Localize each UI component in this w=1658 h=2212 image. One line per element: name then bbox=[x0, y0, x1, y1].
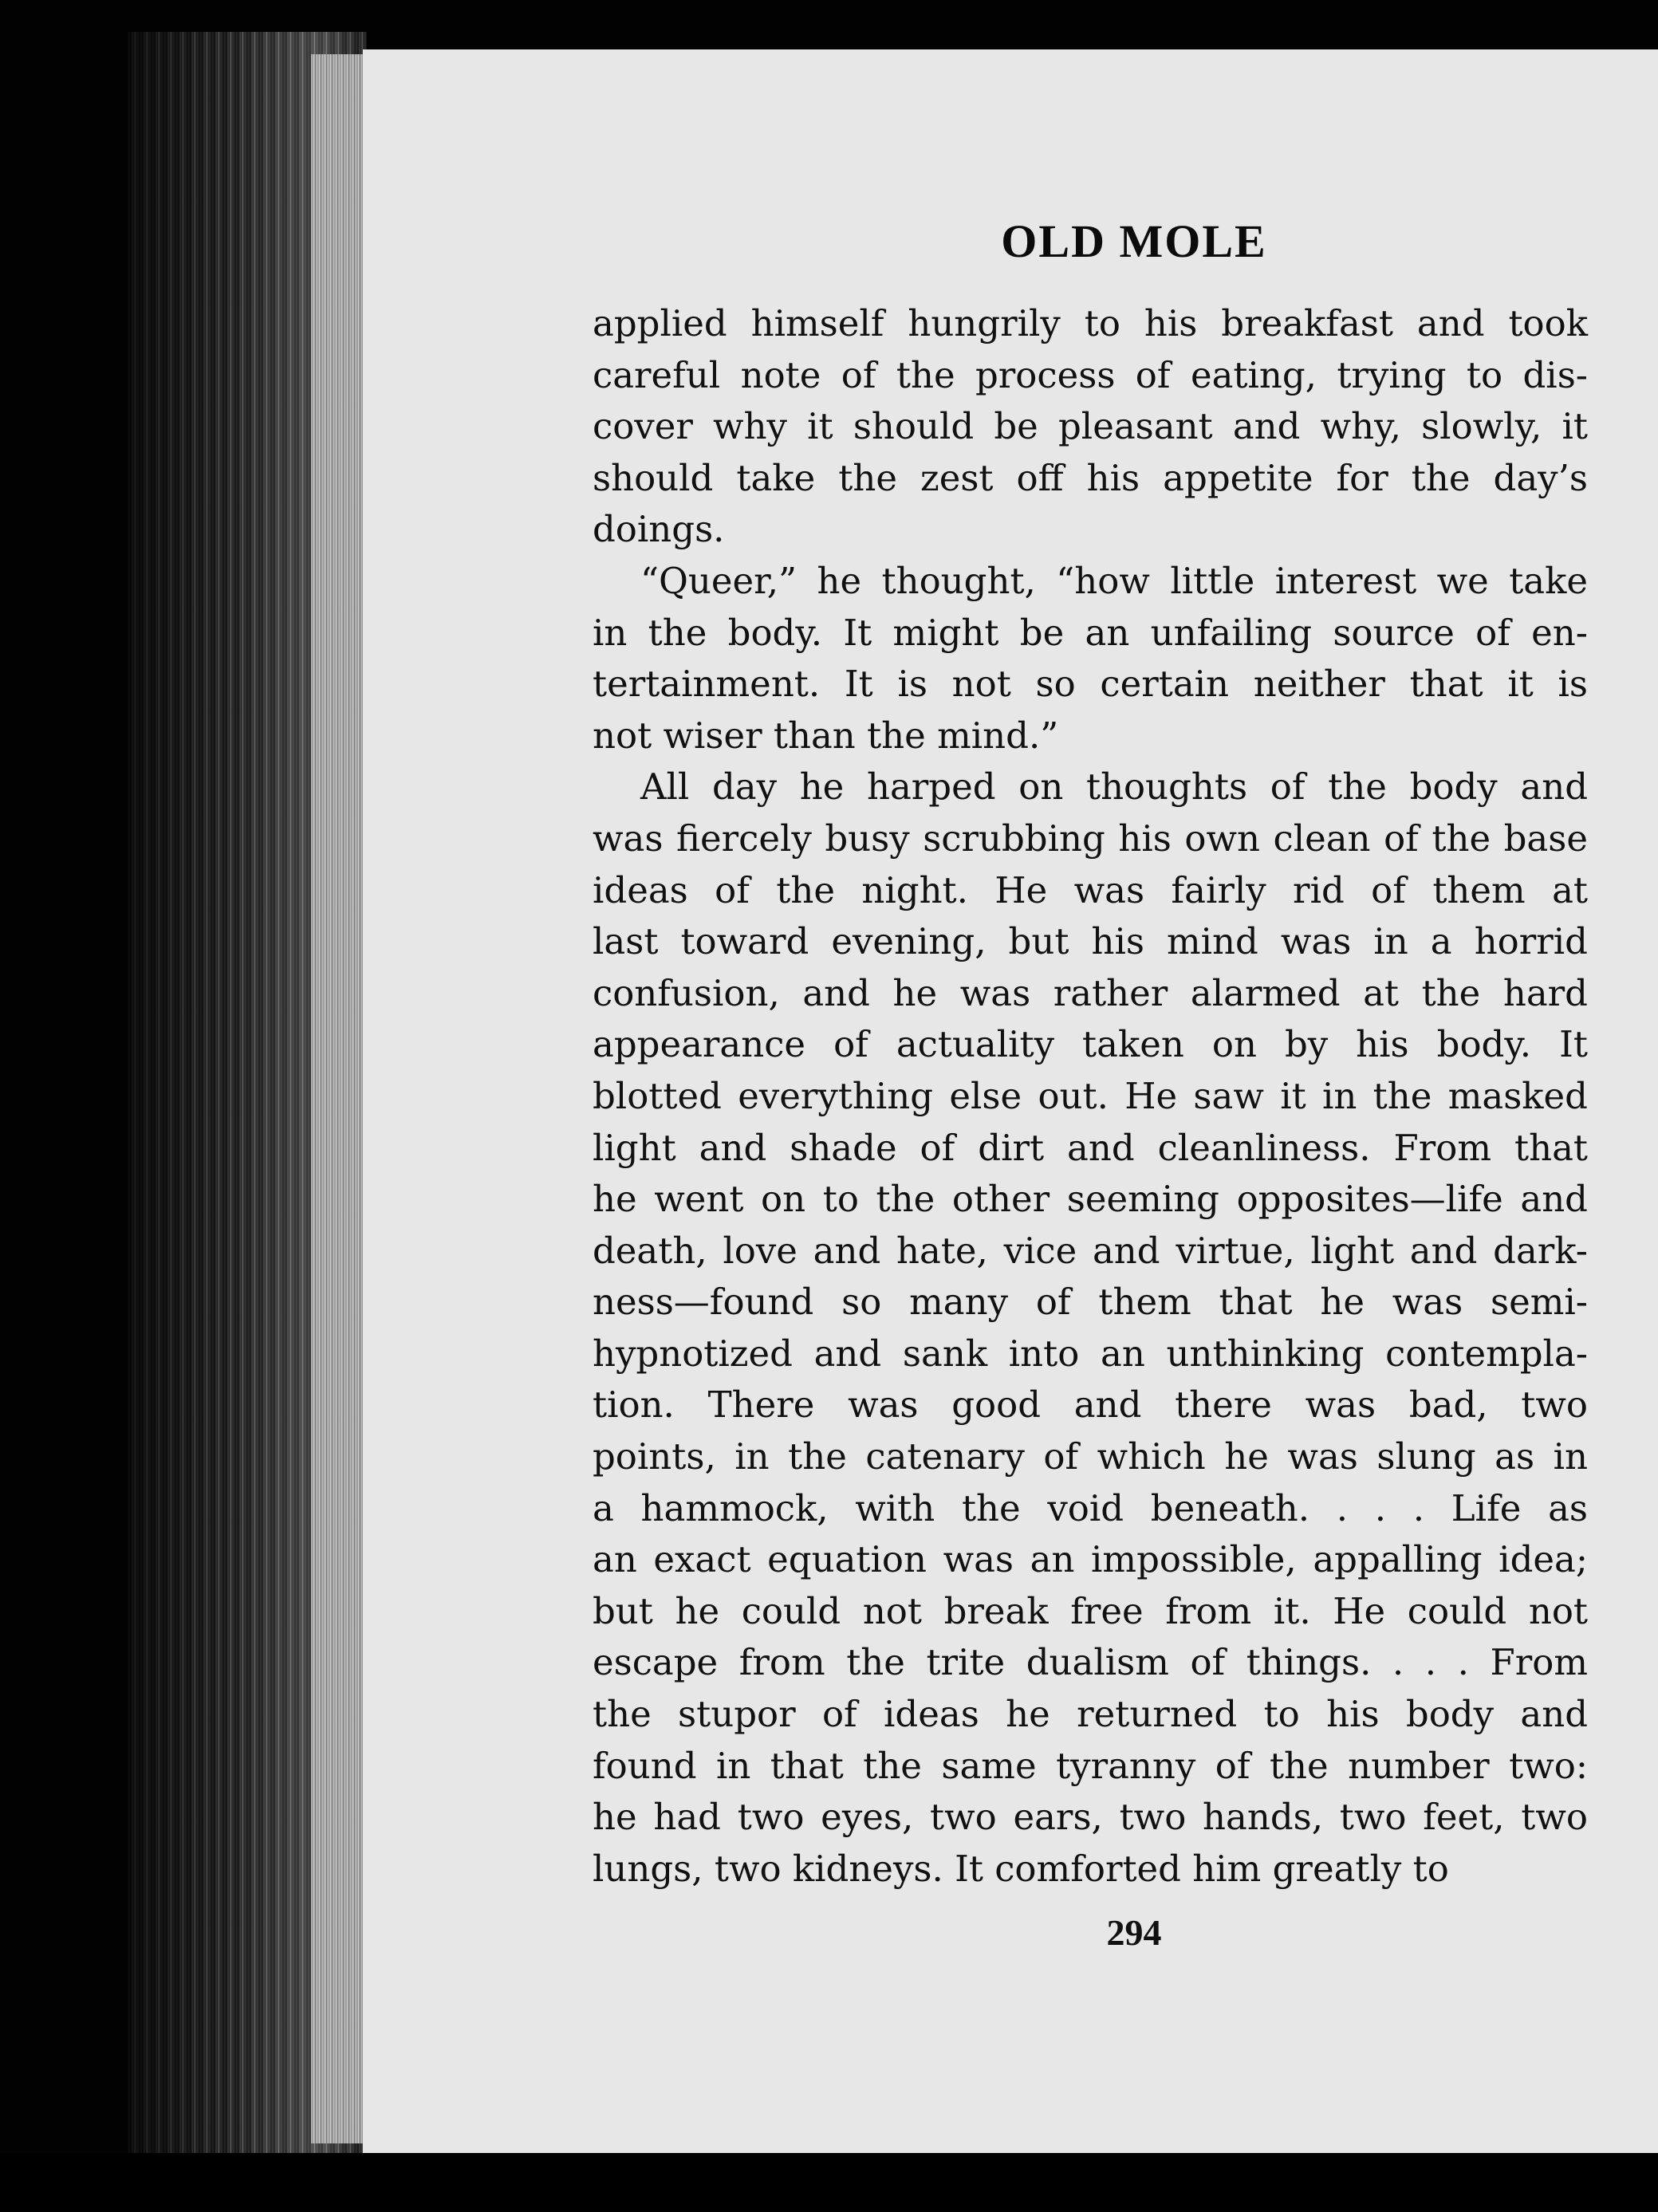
text-line: death, love and hate, vice and virtue, light and dark- bbox=[593, 1229, 1588, 1272]
paragraph bbox=[593, 298, 1588, 556]
body-text bbox=[593, 298, 1588, 1895]
text-line: All day he harped on thoughts of the body and bbox=[640, 766, 1588, 809]
page-edge-highlight bbox=[311, 54, 371, 2143]
text-line: points, in the catenary of which he was slung as in bbox=[593, 1435, 1588, 1478]
text-line: tertainment. It is not so certain neither that it is bbox=[593, 663, 1588, 706]
text-line: not wiser than the mind.” bbox=[593, 714, 1059, 757]
text-line: tion. There was good and there was bad, two bbox=[593, 1383, 1588, 1427]
text-line: an exact equation was an impossible, appalling idea; bbox=[593, 1538, 1588, 1581]
text-line: applied himself hungrily to his breakfast and took bbox=[593, 302, 1588, 344]
text-line: found in that the same tyranny of the number two: bbox=[593, 1744, 1588, 1787]
scan-bottom-border bbox=[0, 2153, 1658, 2212]
text-line: should take the zest off his appetite for the day’s bbox=[593, 456, 1588, 499]
running-head: OLD MOLE bbox=[1001, 215, 1267, 267]
text-line: in the body. It might be an unfailing source of en- bbox=[593, 611, 1588, 654]
text-line: appearance of actuality taken on by his body. It bbox=[593, 1023, 1588, 1066]
paragraph bbox=[593, 556, 1588, 762]
text-line: he went on to the other seeming opposites—life and bbox=[593, 1178, 1588, 1221]
text-line: ideas of the night. He was fairly rid of them at bbox=[593, 868, 1588, 911]
text-line: he had two eyes, two ears, two hands, two feet, two bbox=[593, 1796, 1588, 1839]
text-line: careful note of the process of eating, trying to dis- bbox=[593, 353, 1588, 396]
text-line: the stupor of ideas he returned to his body and bbox=[593, 1693, 1588, 1736]
text-line: escape from the trite dualism of things. . . . From bbox=[593, 1641, 1588, 1684]
text-line: ness—found so many of them that he was semi- bbox=[593, 1281, 1588, 1324]
text-line: lungs, two kidneys. It comforted him greatly to bbox=[593, 1847, 1449, 1890]
text-line: a hammock, with the void beneath. . . . Life as bbox=[593, 1486, 1588, 1529]
book-page bbox=[363, 49, 1658, 2159]
text-line: cover why it should be pleasant and why, slowly, it bbox=[593, 405, 1588, 448]
page-number: 294 bbox=[1106, 1912, 1162, 1953]
text-line: confusion, and he was rather alarmed at the hard bbox=[593, 971, 1588, 1014]
text-line: blotted everything else out. He saw it in the masked bbox=[593, 1074, 1588, 1117]
paragraph bbox=[593, 762, 1588, 1895]
text-line: doings. bbox=[593, 508, 725, 551]
text-line: hypnotized and sank into an unthinking contempla- bbox=[593, 1332, 1588, 1375]
text-line: but he could not break free from it. He could not bbox=[593, 1589, 1588, 1632]
text-line: “Queer,” he thought, “how little interest we take bbox=[640, 559, 1588, 602]
text-line: last toward evening, but his mind was in a horrid bbox=[593, 920, 1588, 963]
text-line: light and shade of dirt and cleanliness. From that bbox=[593, 1126, 1588, 1169]
text-line: was fiercely busy scrubbing his own clean of the base bbox=[593, 817, 1588, 860]
